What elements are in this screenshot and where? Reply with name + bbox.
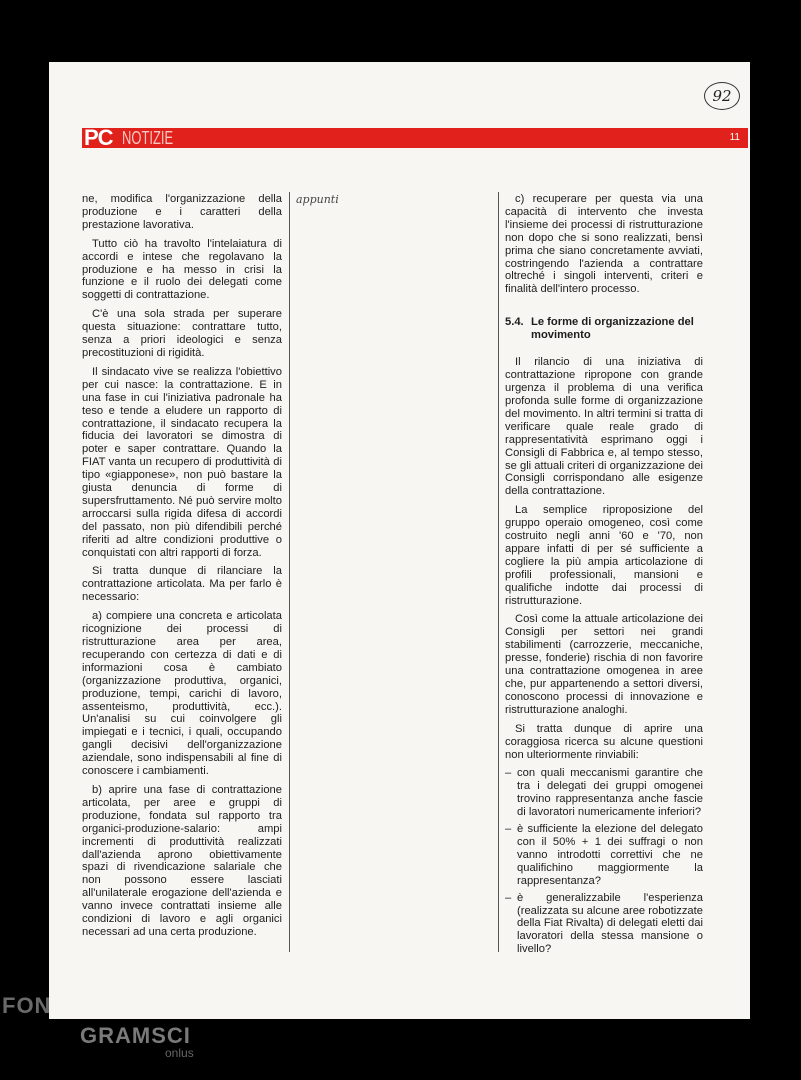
paragraph: Il rilancio di una iniziativa di contrattazione ripropone con grande urgenza il problema di una verifica profonda sulle forme di organizzazione del movimento. In altri termini si tratta di verificare quale reale grado di rappresentatività esprimano oggi i Consigli di Fabbrica e, al tempo stesso, se gli attuali criteri di organizzazione dei Consigli corrispondano alle esigenze della contrattazione.	[505, 356, 703, 498]
paragraph: c) recuperare per questa via una capacità di intervento che investa l'insieme dei processi di ristrutturazione non dopo che si sono realizzati, bensì prima che siano concretamente avviati, costringendo l'azienda a contrattare oltreché i singoli interventi, criteri e finalità dell'intero processo.	[505, 193, 703, 296]
logo-pc: PC	[84, 125, 113, 150]
paragraph: Così come la attuale articolazione dei Consigli per settori nei grandi stabilimenti (carrozzerie, meccaniche, presse, fonderie) rischia di non favorire una contrattazione omogenea in aree che, pur appartenendo a settori diversi, conoscono processi di innovazione e ristrutturazione analoghi.	[505, 613, 703, 716]
left-column	[82, 193, 282, 945]
bullet-marker: –	[505, 767, 512, 780]
watermark-gramsci: GRAMSCI	[80, 1023, 191, 1048]
header-bar	[82, 125, 748, 150]
paragraph: Si tratta dunque di rilanciare la contrattazione articolata. Ma per farlo è necessario:	[82, 565, 282, 604]
column-divider-right	[498, 192, 499, 952]
watermark-left-text: FON	[2, 993, 52, 1018]
handwritten-page-number: 92	[704, 82, 740, 110]
section-number: 5.4.	[505, 316, 524, 329]
paragraph: C'è una sola strada per superare questa situazione: contrattare tutto, senza a priori ideologici e senza precostituzioni di rigidità.	[82, 308, 282, 359]
list-item	[505, 823, 703, 888]
bullet-marker: –	[505, 891, 512, 904]
paragraph: b) aprire una fase di contrattazione articolata, per aree e gruppi di produzione, fondata sul rapporto tra organici-produzione-salario: ampi incrementi di produttività realizzati dall'azienda aprono obiettivamente spazi di rivendicazione salariale che non possono essere lasciati all'unilaterale erogazione dell'azienda e vanno invece contrattati insieme alle condizioni di lavoro e agli organici necessari ad una certa produzione.	[82, 783, 282, 938]
list-item-text: con quali meccanismi garantire che tra i delegati dei gruppi omogenei trovino rappresentanza anche fascie di lavoratori numericamente inferiori?	[517, 767, 703, 819]
list-item	[505, 892, 703, 957]
list-item-text: è sufficiente la elezione del delegato con il 50% + 1 dei suffragi o non vanno introdotti correttivi che ne qualifichino maggiormente la rappresentanza?	[517, 823, 703, 887]
column-divider-left	[289, 192, 290, 952]
paragraph: La semplice riproposizione del gruppo operaio omogeneo, così come costruito negli anni '60 e '70, non appare infatti di per sé sufficiente a cogliere la più ampia articolazione di profili professionali, mansioni e qualifiche indotte dai processi di ristrutturazione.	[505, 504, 703, 607]
watermark	[0, 990, 220, 1080]
paragraph: ne, modifica l'organizzazione della produzione e i caratteri della prestazione lavorativa.	[82, 193, 282, 231]
paragraph: a) compiere una concreta e articolata ricognizione dei processi di ristrutturazione area per area, recuperando con certezza di dati e di informazioni cosa è cambiato (organizzazione produttiva, organici, produzione, tempi, carichi di lavoro, assenteismo, produttività, ecc.). Un'analisi su cui coinvolgere gli impiegati e i tecnici, i quali, occupando gangli decisivi dell'organizzazione aziendale, sono indispensabili al fine di conoscere i cambiamenti.	[82, 610, 282, 778]
paragraph: Si tratta dunque di aprire una coraggiosa ricerca su alcune questioni non ulteriormente rinviabili:	[505, 722, 703, 761]
bullet-marker: –	[505, 823, 512, 836]
logo-notizie: NOTIZIE	[122, 128, 174, 148]
section-heading	[505, 316, 703, 342]
document-page	[49, 62, 750, 1019]
list-item	[505, 767, 703, 819]
paragraph: Tutto ciò ha travolto l'intelaiatura di accordi e intese che regolavano la produzione e ha messo in crisi la funzione e il ruolo dei delegati come soggetti di contrattazione.	[82, 237, 282, 302]
list-item-text: è generalizzabile l'esperienza (realizzata su alcune aree robotizzate della Fiat Rivalta) di delegati eletti dai lavoratori della stessa mansione o livello?	[517, 891, 703, 956]
right-column	[505, 193, 703, 960]
paragraph: Il sindacato vive se realizza l'obiettivo per cui nasce: la contrattazione. E in una fase in cui l'iniziativa padronale ha teso e tende a eludere un rapporto di contrattazione, il sindacato recupera la fiducia dei lavoratori se dimostra di poter e saper contrattare. Quando la FIAT vanta un recupero di produttività di tipo «giapponese», non può bastare la giusta denuncia di forme di supersfruttamento. Né può servire molto arroccarsi sulla rigida difesa di accordi del passato, non più difendibili perché riferiti ad altre condizioni produttive o conquistati con altri rapporti di forza.	[82, 365, 282, 559]
page-number: 11	[729, 132, 740, 143]
middle-column	[296, 193, 491, 206]
watermark-onlus: onlus	[165, 1046, 194, 1060]
appunti-label: appunti	[296, 193, 339, 206]
section-title: Le forme di organizzazione del movimento	[531, 316, 694, 342]
